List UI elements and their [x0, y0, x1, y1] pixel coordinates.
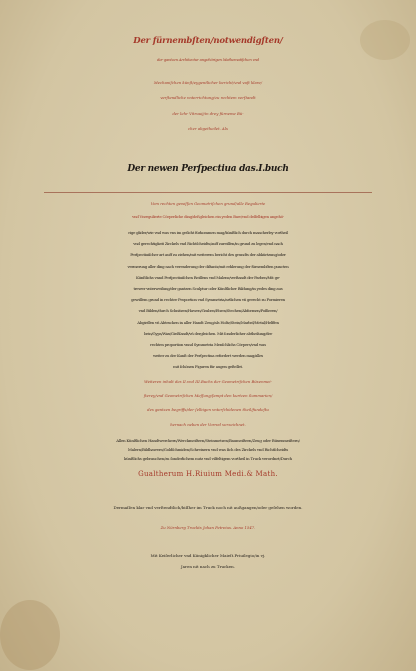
- body-line: rechten proportion vnnd Symmetria Menſchlichs Cörpers/vnd was: [150, 342, 266, 348]
- body-line: vermerung aller ding nach verenderung der diſtantz/mit erklerung der fürnembſten puncten: [127, 263, 289, 269]
- body-line: rige glider/wie vnd was vns im geſicht fürkommen mag/künſtlich durch mancherley vortheil: [128, 230, 288, 235]
- title-line: Der fürnembſten/notwendigſten/: [133, 36, 283, 46]
- description-body: [0, 227, 416, 373]
- main-title: [0, 30, 416, 68]
- audience-line: Allen Künſtlichen Handtwerckern/Werckmeiſtern/Steinmetzen/Baumeiſtern/Zeug oder Büxenmeiſtern/: [116, 438, 300, 443]
- body-line: weiter zu der Kunſt der Perſpectiua erfordert werden mag/alles: [152, 353, 264, 359]
- book-heading: Der newen Perſpectiua das.I.buch: [127, 164, 289, 174]
- body-line: trewer vnterweiſung/der gantzen Sculptur oder Künſtlicher Bildung/in yedes ding aus: [133, 286, 283, 292]
- subtitle-line: der lehr Vitruuij/in drey fürneme Bü-: [172, 110, 244, 116]
- red-intro-line: vnd Vnregulierte Cörperliche ding/deßgleichen ein yeden Baw/vnd deſſelbigen angehö-: [132, 214, 284, 219]
- body-line: gewiſſem grund in rechter Proportion vnd Symmetria/artlichen vñ gerecht zu Formieren: [131, 297, 285, 303]
- contents-line: Weiteren inhalt des II.vnd III.Buchs der Geometriſchen Büxenmei-: [144, 379, 272, 384]
- subtitle-line: Mechaniſchen künſt/eygentlicher bericht/vnd vaſt klare/: [153, 80, 263, 85]
- body-line: Künſtlichs vnnd Perſpectiuiſchen Reiſſens vnd Malens/verſtandt der Farben/Mit ge-: [136, 274, 280, 280]
- body-line: Perſpectiuiſcher art auff zu ziehen/mit weiterem bericht des grundts der abkürtzung/oder: [130, 252, 286, 258]
- contents-line: hernach neben der Vorred verzeichnet.: [170, 421, 246, 427]
- author-name: Gualtherum H.Riuium Medi.& Math.: [138, 470, 278, 478]
- contents-line: ſterey/vnd Geometriſchen Meſſung/ſampt den kurtzen Summarien/: [143, 393, 273, 399]
- audience-line: Malern/Bildhawern/Goldſchmiden/Schreinern vnd was ſich des Zirckels vnd Richtſcheidts: [127, 446, 289, 452]
- contents-note: [0, 375, 416, 432]
- privilege-line: Mit Keiſerlicher vnd Künigklicher Maieſt.Priuilegio/in vj.: [150, 553, 266, 558]
- subtitle-line: verſtendliche vnterrichtung/zu rechtem verſtandt: [160, 95, 256, 101]
- body-line: bein/Gyps/Wax/Gießſandt/vñ dergleichen. Mit ſonderlicher abtheilung/der: [143, 330, 273, 336]
- audience-line: künſtlichs gebrauchen/zu ſonderlichem nutz vnd vilfeltigem vortheil in Truck verordnet/Durch: [124, 455, 292, 461]
- body-line: vnd gerechtigkeit Zirckels vnd Richtſcheidts/auff zureiſſen/in grund zu legen/vnd nach: [133, 241, 283, 247]
- subtitle: [0, 75, 416, 137]
- red-intro: [0, 196, 416, 222]
- privilege-note: [0, 550, 416, 572]
- audience-note: [0, 437, 416, 464]
- red-intro-line: Vom rechten gewiſſen Geometriſchen grund/alle Regulierte: [150, 201, 266, 206]
- title-line-small: der gantzen Architectur angehörigen Mathematiſchen vnd: [156, 57, 260, 62]
- dedication-line: Dermaſſen klar vnd verſtendtlich/biſſher im Truck noch nit außgangen/oder geſehen worden.: [113, 505, 303, 510]
- subtitle-line: cher abgetheilet. Als: [188, 126, 228, 132]
- body-line: Abgieſſen vñ Abtrucken in aller Handt Zeug/als Holtz/Stein/Marbel/Metal/Helffen: [137, 319, 279, 325]
- divider: [44, 192, 372, 193]
- body-line: mit ſchönen Figuren für augen geſtellet.: [173, 364, 243, 370]
- contents-line: des gantzen begriffs/der ſelbigen vnterſchidenen theil/fundeſtu: [147, 407, 269, 413]
- imprint-line: Zu Nürnberg Truckts Johan Petreius. Anno 1547.: [160, 525, 256, 530]
- body-line: vnd Bilden/durch Schnitzen/Hawen/Graben/Etzen/Stechen/Abformen/Poſſieren/: [138, 308, 278, 314]
- privilege-line: Jaren nit nach zu Trucken.: [181, 564, 235, 569]
- paper-stain: [0, 600, 60, 670]
